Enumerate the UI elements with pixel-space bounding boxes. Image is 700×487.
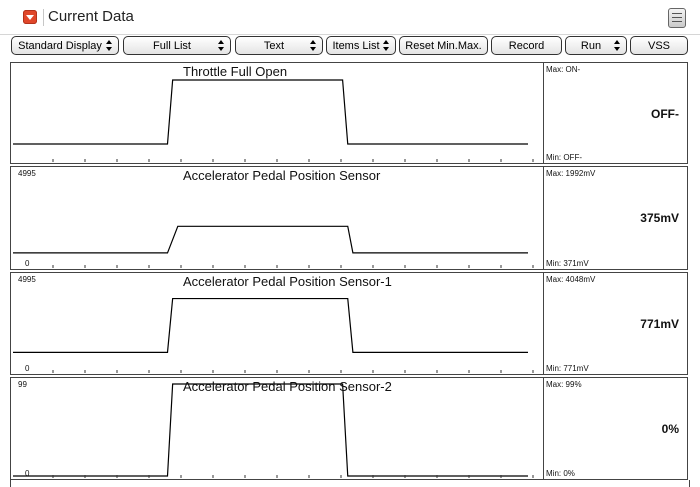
value-column: [544, 63, 687, 163]
y-axis-max: 99: [18, 380, 27, 389]
text-select[interactable]: Text: [235, 36, 323, 55]
value-column: [544, 378, 687, 479]
max-value: Max: 99%: [546, 380, 582, 389]
sensor-trace: [13, 384, 528, 476]
y-axis-min: 0: [25, 364, 30, 373]
min-value: Min: 0%: [546, 469, 575, 478]
run-select[interactable]: Run: [565, 36, 627, 55]
full-list-select[interactable]: Full List: [123, 36, 231, 55]
up-down-arrows-icon: [218, 39, 225, 53]
sensor-name: Throttle Full Open: [183, 64, 288, 79]
sensor-panel-accelerator-pedal-position-sensor-1: [10, 272, 688, 375]
next-panel-edge: [10, 480, 690, 487]
sensor-trace: [13, 80, 528, 144]
sensor-panel-accelerator-pedal-position-sensor: [10, 166, 688, 270]
current-value: 375mV: [640, 211, 679, 225]
sensor-panel-accelerator-pedal-position-sensor-2: [10, 377, 688, 480]
vss-button[interactable]: VSS: [630, 36, 688, 55]
up-down-arrows-icon: [614, 39, 621, 53]
items-list-select[interactable]: Items List: [326, 36, 396, 55]
standard-display-select[interactable]: Standard Display: [11, 36, 119, 55]
graph-area: [11, 167, 544, 269]
reset-min-max-button[interactable]: Reset Min.Max.: [399, 36, 488, 55]
y-axis-max: 4995: [18, 169, 36, 178]
up-down-arrows-icon: [383, 39, 390, 53]
dropdown-menu-icon[interactable]: [23, 10, 37, 24]
max-value: Max: 4048mV: [546, 275, 596, 284]
current-value: 771mV: [640, 317, 679, 331]
y-axis-min: 0: [25, 259, 30, 268]
min-value: Min: 771mV: [546, 364, 589, 373]
current-value: OFF-: [651, 107, 679, 121]
list-view-icon[interactable]: [668, 8, 686, 28]
graph-area: [11, 273, 544, 374]
sensor-name: Accelerator Pedal Position Sensor-2: [183, 379, 392, 394]
y-axis-max: 4995: [18, 275, 36, 284]
title-bar: [0, 0, 700, 35]
graph-area: [11, 63, 544, 163]
value-column: [544, 273, 687, 374]
sensor-trace: [13, 299, 528, 353]
sensor-name: Accelerator Pedal Position Sensor: [183, 168, 381, 183]
up-down-arrows-icon: [310, 39, 317, 53]
max-value: Max: 1992mV: [546, 169, 596, 178]
sensor-name: Accelerator Pedal Position Sensor-1: [183, 274, 392, 289]
sensor-panel-throttle-full-open: [10, 62, 688, 164]
y-axis-min: 0: [25, 469, 30, 478]
window-title: Current Data: [48, 8, 134, 25]
toolbar: [0, 34, 700, 60]
max-value: Max: ON-: [546, 65, 581, 74]
record-button[interactable]: Record: [491, 36, 562, 55]
title-divider: [43, 9, 44, 26]
sensor-trace: [13, 226, 528, 253]
graph-area: [11, 378, 544, 479]
up-down-arrows-icon: [106, 39, 113, 53]
min-value: Min: OFF-: [546, 153, 582, 162]
value-column: [544, 167, 687, 269]
min-value: Min: 371mV: [546, 259, 589, 268]
current-value: 0%: [661, 422, 679, 436]
